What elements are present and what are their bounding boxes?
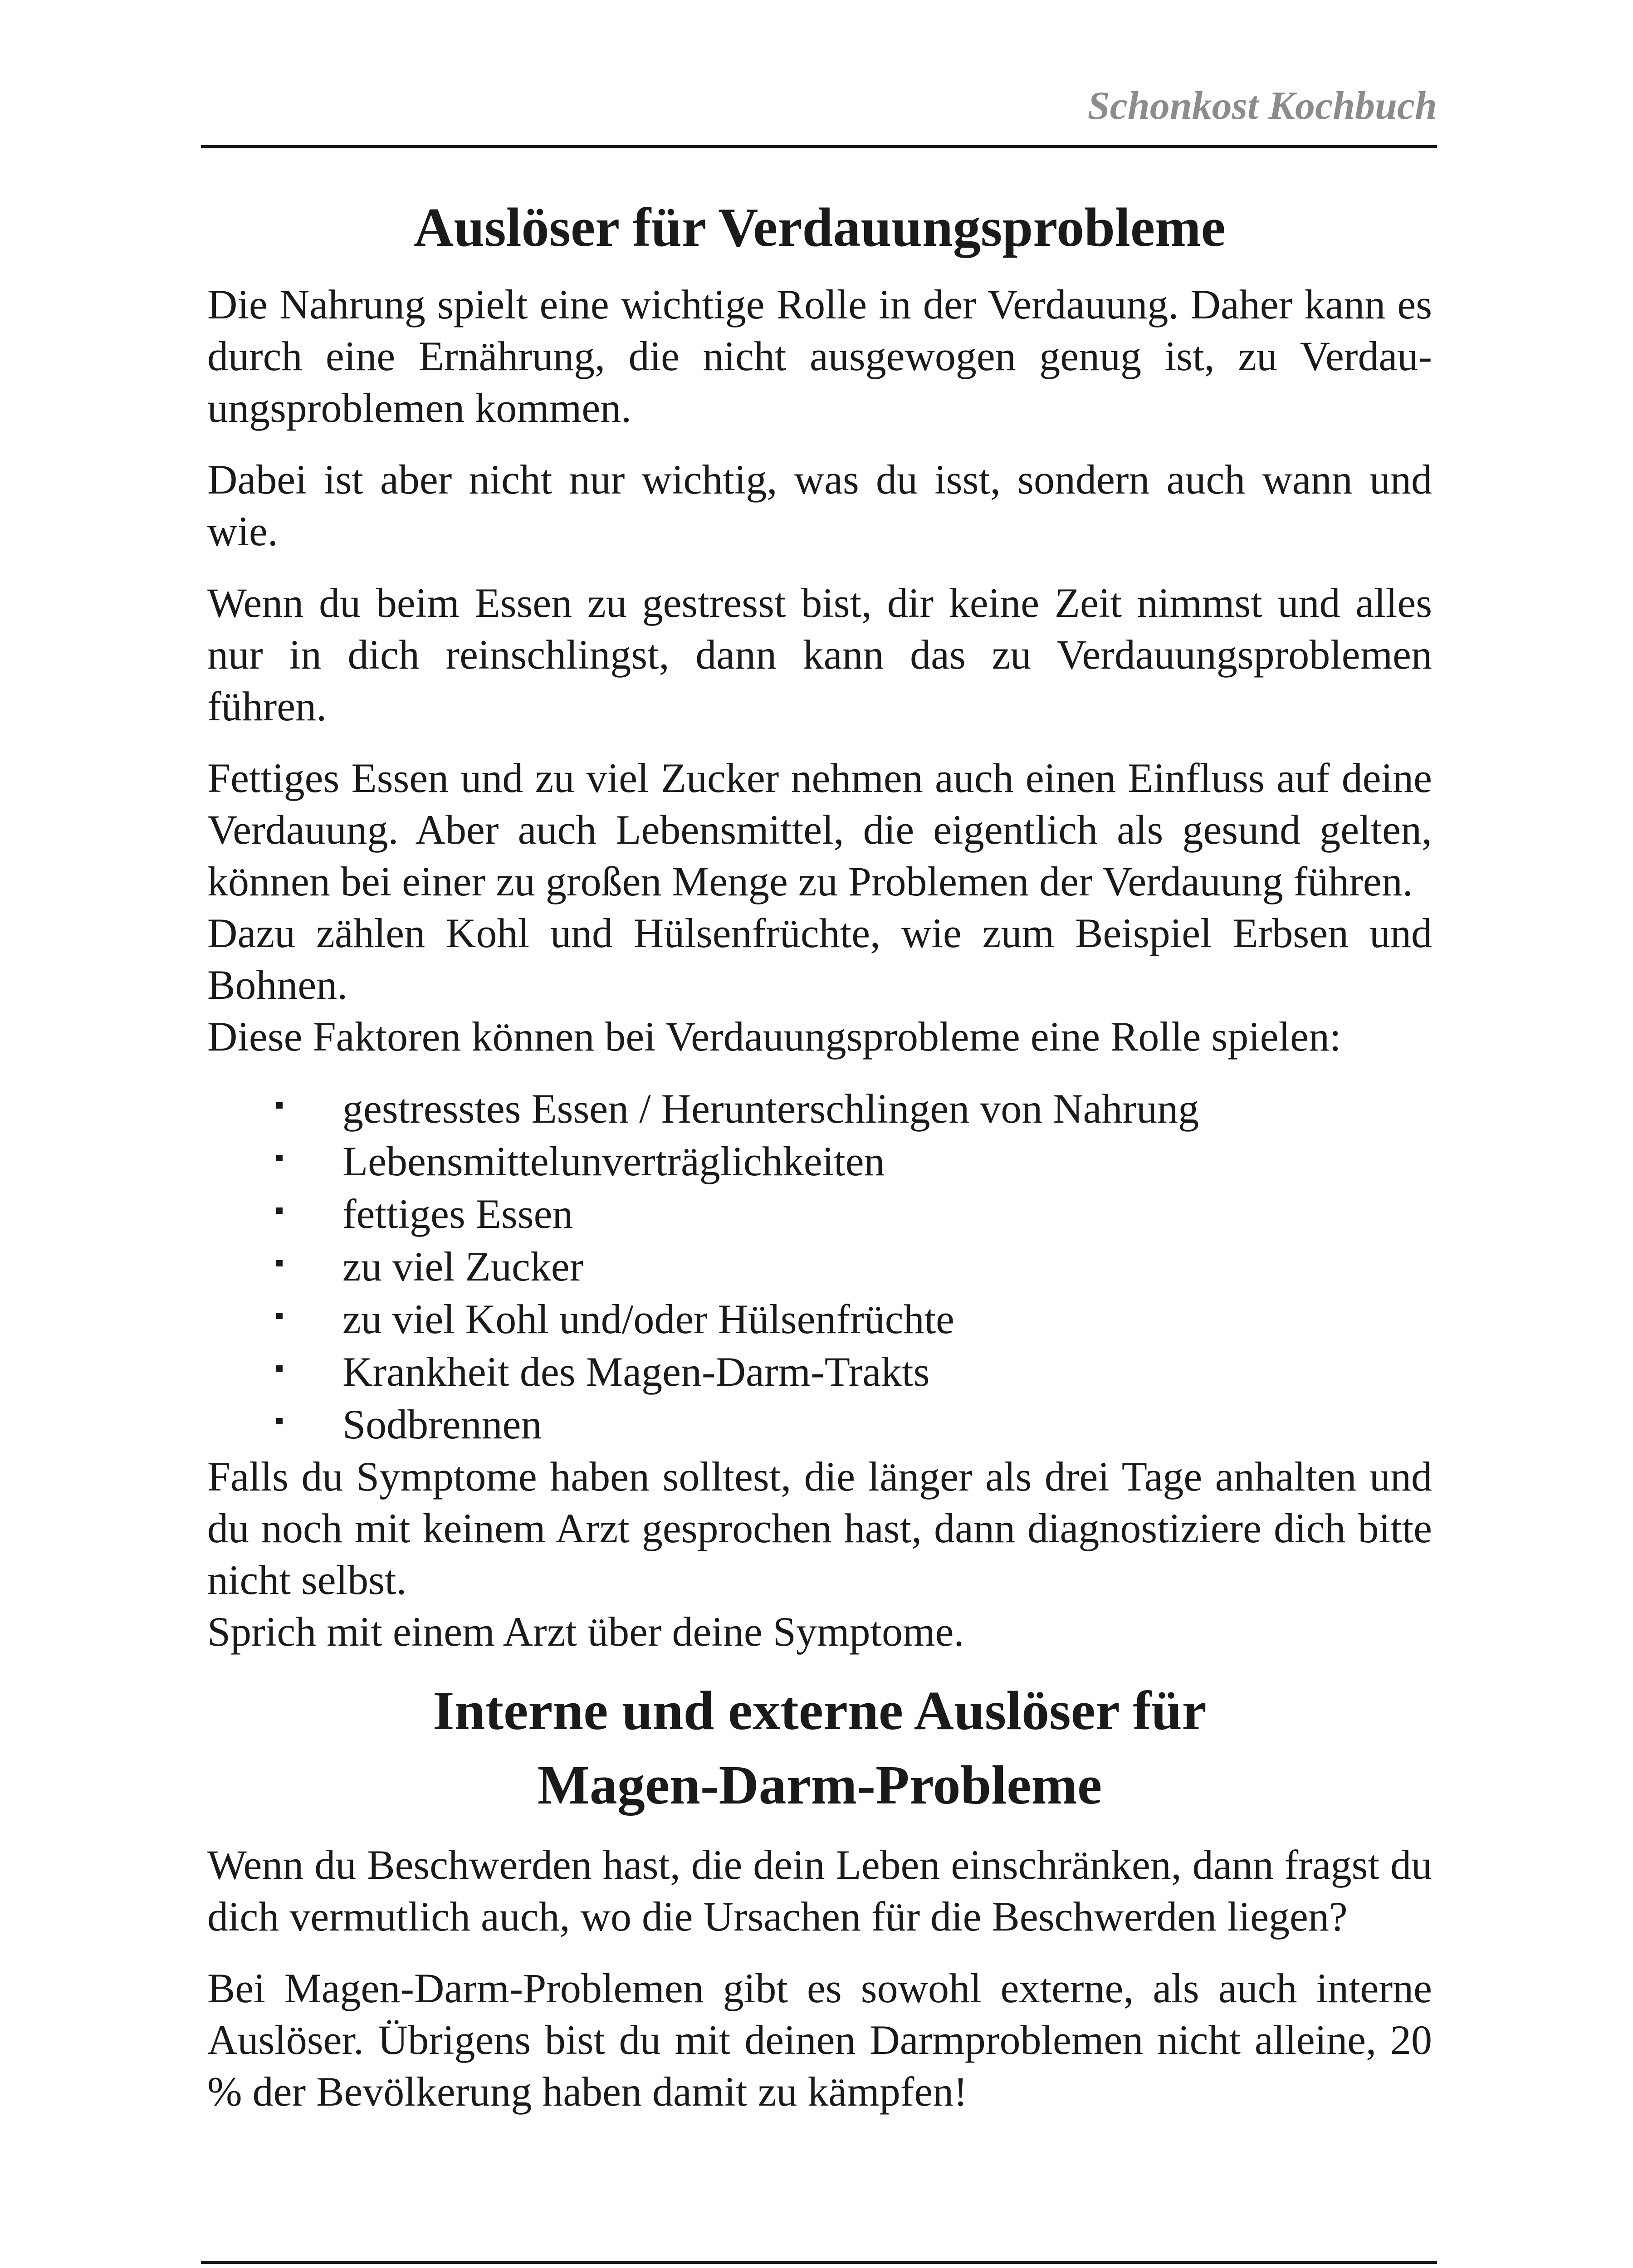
list-item-text: zu viel Kohl und/oder Hülsenfrüchte [342,1296,954,1342]
factor-list [207,1082,1432,1451]
paragraph-list-intro: Diese Faktoren können bei Verdauungsprobleme eine Rolle spielen: [207,1013,1341,1060]
bullet-icon [276,1313,283,1319]
list-item [207,1293,1432,1345]
list-item-text: Lebensmittelunverträglichkeiten [342,1138,885,1184]
paragraph: Fettiges Essen und zu viel Zucker nehmen auch einen Einfluss auf deine Verdauung. Aber auch Lebensmittel, die eigentlich als gesund gelten, können bei einer zu großen Menge zu Problemen der Verdauung führen. [207,755,1432,904]
list-item-text: zu viel Zucker [342,1243,584,1290]
section-title-line: Magen-Darm-Probleme [537,1755,1102,1816]
list-item [207,1188,1432,1240]
list-item-text: fettiges Essen [342,1191,573,1237]
list-item-text: Krankheit des Magen-Darm-Trakts [342,1349,930,1395]
section-title-line: Interne und externe Auslöser für [433,1680,1207,1741]
paragraph: Bei Magen-Darm-Problemen gibt es sowohl externe, als auch interne Auslöser. Übrigens bist du mit deinen Darmproblemen nicht alleine, 20 % der Bevölkerung haben damit zu kämpfen! [207,1965,1432,2115]
list-item [207,1345,1432,1398]
page-content [207,191,1432,2117]
bullet-icon [276,1365,283,1372]
footer-rule [201,2261,1437,2264]
paragraph: Dabei ist aber nicht nur wichtig, was du isst, sondern auch wann und wie. [207,456,1432,554]
section-title-verdauungsprobleme: Auslöser für Verdauungsprobleme [414,197,1226,258]
paragraph: Wenn du beim Essen zu gestresst bist, dir keine Zeit nimmst und alles nur in dich reinschlingst, dann kann das zu Verdauungsproblemen führen. [207,580,1432,729]
paragraph: Falls du Symptome haben solltest, die länger als drei Tage anhalten und du noch mit keinem Arzt gesprochen hast, dann diagnostiziere dich bitte nicht selbst. [207,1453,1432,1603]
list-item [207,1240,1432,1293]
section-title-magen-darm [207,1674,1432,1823]
paragraph: Sprich mit einem Arzt über deine Symptome. [207,1608,964,1655]
paragraph: Wenn du Beschwerden hast, die dein Leben einschränken, dann fragst du dich vermutlich auch, wo die Ursachen für die Beschwerden liegen? [207,1842,1432,1940]
bullet-icon [276,1260,283,1266]
list-item [207,1135,1432,1188]
bullet-icon [276,1418,283,1424]
list-item-text: Sodbrennen [342,1401,542,1447]
list-item [207,1082,1432,1135]
paragraph: Die Nahrung spielt eine wichtige Rolle in der Verdauung. Daher kann es durch eine Ernährung, die nicht ausgewogen genug ist, zu Verdauungsproblemen kommen. [207,281,1432,431]
list-item-text: gestresstes Essen / Herunterschlingen von Nahrung [342,1085,1199,1132]
running-header-title: Schonkost Kochbuch [1087,84,1437,128]
bullet-icon [276,1102,283,1109]
bullet-icon [276,1207,283,1214]
header-rule [201,145,1437,148]
bullet-icon [276,1155,283,1161]
paragraph: Dazu zählen Kohl und Hülsenfrüchte, wie zum Beispiel Erbsen und Bohnen. [207,910,1432,1008]
list-item [207,1398,1432,1451]
